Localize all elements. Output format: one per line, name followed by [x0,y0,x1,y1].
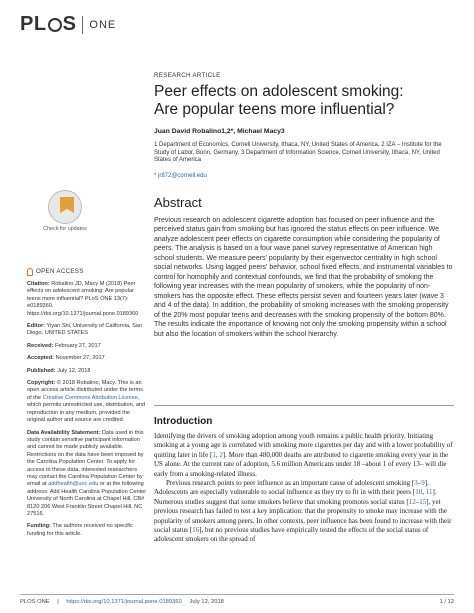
plos-one-logo [20,13,116,36]
crossmark-label: Check for updates [43,226,87,232]
open-access-badge: OPEN ACCESS [27,268,149,276]
plos-o-icon [48,18,62,32]
received-date: Received: February 27, 2017 [27,342,101,349]
citation-link[interactable]: 1 [212,450,216,459]
footer-divider [20,594,454,595]
citation-link[interactable]: 16 [192,526,200,535]
journal-name: ONE [89,18,117,31]
crossmark-ribbon-icon [60,197,74,213]
data-availability: Data Availability Statement: Data used in this study contain sensitive participant information and cannot be made publicly available. Restrictions on the data have been imposed by the Carolina Population Center. To apply for access to these data, interested researchers may contact the Carolina Population Center by email at addhealth@unc.edu or at the following address: Add Health Carolina Population Center University of North Carolina at Chapel Hill, CB# 8120 206 West Franklin Street Chapel Hill, NC 27516. [27,429,147,517]
article-header [154,72,454,339]
published-date: Published: July 12, 2018 [27,367,91,374]
introduction-heading: Introduction [154,416,213,427]
citation-link[interactable]: 10 [415,488,423,497]
citation-link[interactable]: 2 [219,450,223,459]
funding: Funding: The authors received no specific funding for this article. [27,523,133,537]
affiliations: 1 Department of Economics, Cornell University, Ithaca, NY, United States of America, 2 IZA – Institute for the Study of Labor, Bonn, Germany, 3 Department of Information Science, Cornell University, Ithaca, NY, United States of America [154,142,442,164]
section-divider [154,405,454,406]
open-lock-icon [27,268,33,276]
introduction-body [154,432,454,545]
corresponding-email-link[interactable]: * jr872@cornell.edu [154,172,207,179]
intro-paragraph-2: Previous research points to peer influence as an important cause of adolescent smoking [3–9]. Adolescents are especially vulnerable to social influence as they try to fit in with their peers [10, 11]. Numerous studies suggest that some smokers believe that smoking promotes social status [12–15], yet previous research has failed to test a key implication: that the propensity to smoke may increase with the popularity of smokers among peers. In other contexts, peer influence has been found to increase with their social status [16], but no previous studies have empirically tested the effects of the social status of adolescent smokers on the spread of [154,479,452,544]
citation-link[interactable]: 15 [419,497,427,506]
footer-journal: PLOS ONE [20,599,50,605]
citation: Citation: Robalino JD, Macy M (2018) Peer effects on adolescent smoking: Are popular teens more influential? PLoS ONE 13(7): e0189360. https://doi.org/10.1371/journal.pone.0189360 [27,281,139,317]
license-link[interactable]: Creative Commons Attribution License [42,394,138,401]
logo-divider [82,16,83,34]
copyright: Copyright: © 2018 Robalino, Macy. This is an open access article distributed under the terms of the Creative Commons Attribution License, which permits unrestricted use, distribution, and reproduction in any medium, provided the original author and source are credited. [27,380,146,424]
crossmark-icon [48,190,82,224]
abstract-text: Previous research on adolescent cigarette adoption has focused on peer influence and the perceived status gain from smoking but has ignored the status effects on peer influence. We analyze adolescent peer effects on cigarette consumption while considering the popularity of peers. The analysis is based on a four wave panel survey representative of American high school students. We measure peers' popularity by their eigenvector centrality in high school social networks. Using lagged peers' behavior, school fixed effects, and instrumental variables to control for homophily and contextual confounds, we find that the probability of smoking the following year increases with the mean popularity of smokers, while the popularity of non-smokers has the opposite effect. These effects persist seven and fourteen years later (wave 3 and 4 of the data). In addition, the probability of smoking increases with the smoking propensity of the 20% most popular teens and decreases with the smoking propensity of the bottom 80%. The results indicate the importance of knowing not only the smoking propensity within a school but also the location of smokers within the school hierarchy. [154,216,453,338]
plos-logo-mark: PL S [20,13,77,35]
citation-link[interactable]: 11 [425,488,433,497]
page-footer [20,599,454,605]
check-for-updates-button[interactable] [43,190,87,240]
article-sidebar [27,190,149,538]
page-number: 1 / 12 [439,599,454,605]
abstract-heading: Abstract [154,194,202,210]
editor: Editor: Yiyan Shi, University of California, San Diego, UNITED STATES [27,323,143,337]
article-title: Peer effects on adolescent smoking: Are popular teens more influential? [154,83,404,118]
article-type: RESEARCH ARTICLE [154,72,221,79]
accepted-date: Accepted: November 27, 2017 [27,355,105,362]
author-list: Juan David Robalino1,2*, Michael Macy3 [154,128,285,135]
footer-date: July 12, 2018 [189,599,224,605]
citation-link[interactable]: 3 [414,479,418,488]
citation-link[interactable]: 12 [408,497,416,506]
footer-doi-link[interactable]: https://doi.org/10.1371/journal.pone.0189360 [66,599,182,605]
intro-paragraph-1: Identifying the drivers of smoking adoption among youth remains a public health priority. Initiating smoking at a young age is correlated with smoking more cigarettes per day and with a lower probability of quitting later in life [1, 2]. More than 480,000 deaths are attributed to cigarette smoking every year in the US alone. At the current rate of adoption, 5.6 million Americans under 18 –about 1 of every 13– will die early from a smoking-related illness. [154,432,453,478]
citation-link[interactable]: 9 [421,479,425,488]
addhealth-email-link[interactable]: addhealth@unc.edu [48,481,99,488]
footer-info: PLOS ONE | https://doi.org/10.1371/journal.pone.0189360 July 12, 2018 [20,599,224,605]
